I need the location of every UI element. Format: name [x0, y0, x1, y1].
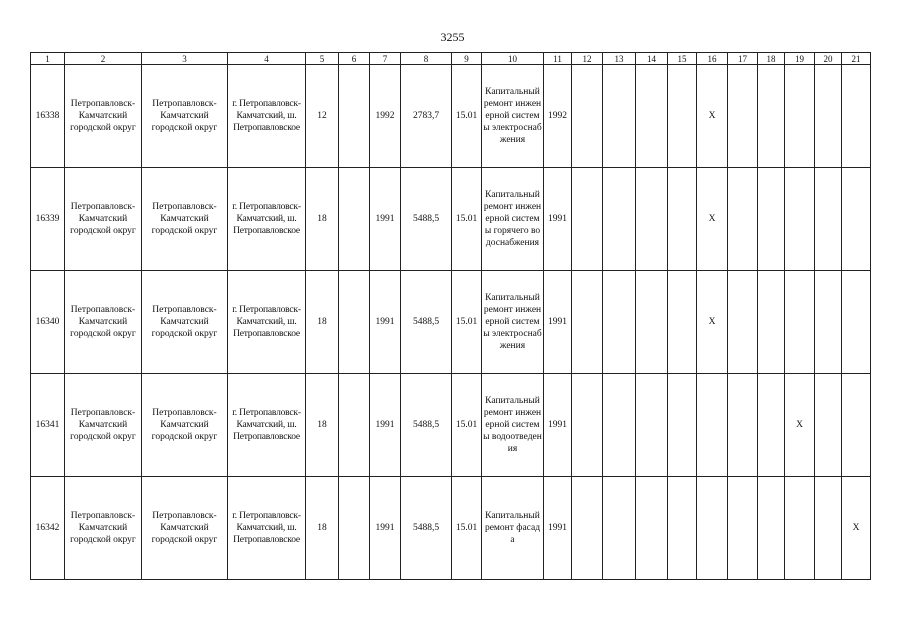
table-row: [31, 65, 871, 168]
settlement-cell: Петропавловск-Камчатский городской округ: [142, 271, 228, 374]
row-id: 16342: [31, 477, 65, 580]
cell-col5: 18: [306, 168, 339, 271]
municipality-cell: Петропавловск-Камчатский городской округ: [65, 271, 142, 374]
mark-cell-col16: X: [697, 271, 728, 374]
mark-cell-col16: X: [697, 168, 728, 271]
mark-cell-col21: [842, 168, 871, 271]
work-type-cell: Капитальный ремонт инженерной системы электроснабжения: [482, 65, 544, 168]
column-number: 13: [603, 53, 636, 65]
mark-cell-col19: [785, 271, 815, 374]
work-type-cell: Капитальный ремонт инженерной системы горячего водоснабжения: [482, 168, 544, 271]
cell-col8: 5488,5: [401, 271, 452, 374]
cell-col7: 1991: [370, 477, 401, 580]
table-row: [31, 374, 871, 477]
mark-cell-col20: [815, 65, 842, 168]
cell-col9: 15.01: [452, 168, 482, 271]
cell-col9: 15.01: [452, 271, 482, 374]
cell-col5: 18: [306, 477, 339, 580]
mark-cell-col17: [728, 477, 758, 580]
cell-col6: [339, 65, 370, 168]
column-number: 19: [785, 53, 815, 65]
row-id: 16340: [31, 271, 65, 374]
cell-col8: 5488,5: [401, 168, 452, 271]
work-type-cell: Капитальный ремонт инженерной системы водоотведения: [482, 374, 544, 477]
column-number: 1: [31, 53, 65, 65]
column-number: 2: [65, 53, 142, 65]
mark-cell-col14: [636, 477, 668, 580]
mark-cell-col19: [785, 477, 815, 580]
column-number: 10: [482, 53, 544, 65]
mark-cell-col15: [668, 477, 697, 580]
column-number: 4: [228, 53, 306, 65]
column-number: 14: [636, 53, 668, 65]
column-number: 12: [572, 53, 603, 65]
mark-cell-col14: [636, 271, 668, 374]
work-type-cell: Капитальный ремонт инженерной системы электроснабжения: [482, 271, 544, 374]
cell-col9: 15.01: [452, 374, 482, 477]
mark-cell-col15: [668, 271, 697, 374]
work-type-cell: Капитальный ремонт фасада: [482, 477, 544, 580]
municipality-cell: Петропавловск-Камчатский городской округ: [65, 168, 142, 271]
cell-col6: [339, 477, 370, 580]
cell-col8: 5488,5: [401, 374, 452, 477]
address-cell: г. Петропавловск-Камчатский, ш. Петропавловское: [228, 374, 306, 477]
cell-col7: 1991: [370, 168, 401, 271]
mark-cell-col21: X: [842, 477, 871, 580]
column-number: 3: [142, 53, 228, 65]
mark-cell-col20: [815, 168, 842, 271]
mark-cell-col20: [815, 374, 842, 477]
mark-cell-col17: [728, 168, 758, 271]
address-cell: г. Петропавловск-Камчатский, ш. Петропавловское: [228, 271, 306, 374]
mark-cell-col20: [815, 271, 842, 374]
cell-col5: 12: [306, 65, 339, 168]
column-number: 21: [842, 53, 871, 65]
page-number: 3255: [440, 30, 465, 44]
cell-col5: 18: [306, 374, 339, 477]
mark-cell-col12: [572, 168, 603, 271]
cell-col6: [339, 374, 370, 477]
mark-cell-col13: [603, 477, 636, 580]
address-cell: г. Петропавловск-Камчатский, ш. Петропавловское: [228, 168, 306, 271]
column-number: 18: [758, 53, 785, 65]
cell-col5: 18: [306, 271, 339, 374]
cell-col8: 5488,5: [401, 477, 452, 580]
mark-cell-col18: [758, 65, 785, 168]
table-row: [31, 168, 871, 271]
mark-cell-col13: [603, 374, 636, 477]
mark-cell-col14: [636, 168, 668, 271]
mark-cell-col17: [728, 374, 758, 477]
mark-cell-col12: [572, 271, 603, 374]
cell-col6: [339, 271, 370, 374]
mark-cell-col18: [758, 374, 785, 477]
mark-cell-col16: [697, 374, 728, 477]
mark-cell-col21: [842, 271, 871, 374]
settlement-cell: Петропавловск-Камчатский городской округ: [142, 65, 228, 168]
column-number: 20: [815, 53, 842, 65]
cell-col11: 1991: [544, 374, 572, 477]
column-number: 15: [668, 53, 697, 65]
row-id: 16338: [31, 65, 65, 168]
mark-cell-col12: [572, 65, 603, 168]
mark-cell-col14: [636, 374, 668, 477]
mark-cell-col12: [572, 477, 603, 580]
mark-cell-col21: [842, 374, 871, 477]
column-number: 5: [306, 53, 339, 65]
mark-cell-col21: [842, 65, 871, 168]
column-number: 17: [728, 53, 758, 65]
mark-cell-col19: X: [785, 374, 815, 477]
mark-cell-col18: [758, 168, 785, 271]
mark-cell-col19: [785, 65, 815, 168]
column-number: 11: [544, 53, 572, 65]
cell-col9: 15.01: [452, 65, 482, 168]
register-table: [30, 52, 871, 580]
mark-cell-col20: [815, 477, 842, 580]
settlement-cell: Петропавловск-Камчатский городской округ: [142, 168, 228, 271]
mark-cell-col13: [603, 65, 636, 168]
municipality-cell: Петропавловск-Камчатский городской округ: [65, 65, 142, 168]
column-number-row: [31, 53, 871, 65]
cell-col11: 1991: [544, 271, 572, 374]
mark-cell-col13: [603, 271, 636, 374]
cell-col7: 1991: [370, 374, 401, 477]
address-cell: г. Петропавловск-Камчатский, ш. Петропавловское: [228, 477, 306, 580]
mark-cell-col16: X: [697, 65, 728, 168]
cell-col7: 1991: [370, 271, 401, 374]
address-cell: г. Петропавловск-Камчатский, ш. Петропавловское: [228, 65, 306, 168]
column-number: 7: [370, 53, 401, 65]
mark-cell-col15: [668, 168, 697, 271]
mark-cell-col16: [697, 477, 728, 580]
cell-col7: 1992: [370, 65, 401, 168]
mark-cell-col13: [603, 168, 636, 271]
column-number: 9: [452, 53, 482, 65]
mark-cell-col18: [758, 477, 785, 580]
mark-cell-col18: [758, 271, 785, 374]
mark-cell-col17: [728, 271, 758, 374]
mark-cell-col17: [728, 65, 758, 168]
mark-cell-col12: [572, 374, 603, 477]
column-number: 8: [401, 53, 452, 65]
cell-col11: 1991: [544, 477, 572, 580]
column-number: 6: [339, 53, 370, 65]
settlement-cell: Петропавловск-Камчатский городской округ: [142, 374, 228, 477]
table-row: [31, 477, 871, 580]
mark-cell-col15: [668, 374, 697, 477]
mark-cell-col14: [636, 65, 668, 168]
settlement-cell: Петропавловск-Камчатский городской округ: [142, 477, 228, 580]
municipality-cell: Петропавловск-Камчатский городской округ: [65, 477, 142, 580]
column-number: 16: [697, 53, 728, 65]
cell-col11: 1992: [544, 65, 572, 168]
cell-col6: [339, 168, 370, 271]
row-id: 16339: [31, 168, 65, 271]
mark-cell-col19: [785, 168, 815, 271]
cell-col9: 15.01: [452, 477, 482, 580]
cell-col8: 2783,7: [401, 65, 452, 168]
cell-col11: 1991: [544, 168, 572, 271]
table-row: [31, 271, 871, 374]
municipality-cell: Петропавловск-Камчатский городской округ: [65, 374, 142, 477]
mark-cell-col15: [668, 65, 697, 168]
row-id: 16341: [31, 374, 65, 477]
